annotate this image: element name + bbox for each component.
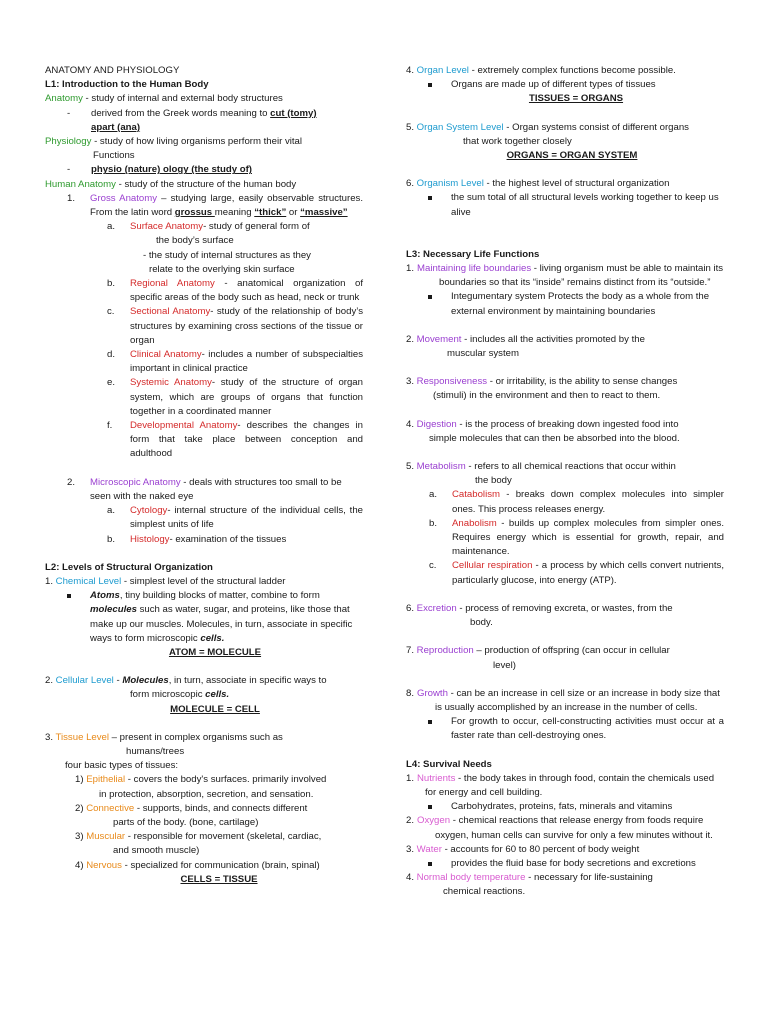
organism-level: 6. Organism Level - the highest level of structural organization bbox=[406, 178, 670, 190]
document-title: ANATOMY AND PHYSIOLOGY bbox=[45, 65, 180, 76]
organ-level-bullet: Organs are made up of different types of tissues bbox=[406, 78, 724, 92]
growth-item: 8. Growth - can be an increase in cell size or an increase in body size that is usually accomplished by an increase in the number of cells. bbox=[406, 687, 720, 713]
molecule-cell-equation: MOLECULE = CELL bbox=[170, 703, 260, 715]
bullet-icon bbox=[428, 805, 432, 809]
chemical-level-bullet: Atoms, tiny building blocks of matter, combine to form molecules such as water, sugar, and proteins, like those that make up our muscles. Molecules, in turn, associate in specific ways to form microscopic cells. bbox=[45, 589, 363, 646]
responsiveness-item: 3. Responsiveness - or irritability, is the ability to sense changes bbox=[406, 376, 678, 388]
catabolism-item: a. Catabolism - breaks down complex molecules into simpler ones. This process releases energy. bbox=[429, 489, 724, 515]
bullet-icon bbox=[428, 295, 432, 299]
movement-item: 2. Movement - includes all the activities promoted by the bbox=[406, 333, 645, 345]
histology-item: b. Histology- examination of the tissues bbox=[107, 533, 287, 545]
l4-heading: L4: Survival Needs bbox=[406, 758, 492, 770]
organ-system-level: 5. Organ System Level - Organ systems consist of different organs bbox=[406, 121, 689, 133]
bullet-icon bbox=[428, 83, 432, 87]
sectional-anatomy-item: c. Sectional Anatomy- study of the relationship of body’s structures by examining cross sections of the tissue or organ bbox=[107, 306, 363, 346]
bullet-icon bbox=[428, 720, 432, 724]
atom-molecule-equation: ATOM = MOLECULE bbox=[168, 646, 262, 658]
bullet-icon bbox=[428, 862, 432, 866]
human-anatomy-term: Human Anatomy bbox=[45, 178, 116, 190]
nutrients-bullet: Carbohydrates, proteins, fats, minerals and vitamins bbox=[406, 800, 724, 814]
l1-heading: L1: Introduction to the Human Body bbox=[45, 79, 209, 91]
epithelial-item: 1) Epithelial - covers the body's surfaces. primarily involved bbox=[75, 774, 327, 786]
connective-item: 2) Connective - supports, binds, and connects different bbox=[75, 802, 308, 814]
reproduction-item: 7. Reproduction – production of offspring (can occur in cellular bbox=[406, 645, 670, 657]
excretion-item: 6. Excretion - process of removing excreta, or wastes, from the bbox=[406, 602, 673, 614]
microscopic-anatomy-item: 2. Microscopic Anatomy - deals with structures too small to be seen with the naked eye bbox=[67, 476, 342, 502]
nervous-item: 4) Nervous - specialized for communication (brain, spinal) bbox=[75, 859, 320, 871]
cells-tissue-equation: CELLS = TISSUE bbox=[180, 873, 258, 885]
water-bullet: provides the fluid base for body secretions and excretions bbox=[406, 857, 724, 871]
organism-level-bullet: the sum total of all structural levels working together to keep us alive bbox=[406, 191, 724, 219]
tissues-organs-equation: TISSUES = ORGANS bbox=[528, 93, 624, 105]
cytology-item: a. Cytology- internal structure of the individual cells, the simplest units of life bbox=[107, 505, 363, 531]
growth-bullet: For growth to occur, cell-constructing activities must occur at a faster rate than cell-destroying ones. bbox=[406, 715, 724, 743]
anatomy-definition: Anatomy - study of internal and external body structures bbox=[45, 93, 283, 105]
nutrients-item: 1. Nutrients - the body takes in through food, contain the chemicals used for energy and cell building. bbox=[406, 772, 715, 798]
bullet-icon bbox=[428, 196, 432, 200]
clinical-anatomy-item: d. Clinical Anatomy- includes a number of subspecialties important in clinical practice bbox=[107, 349, 363, 375]
water-item: 3. Water - accounts for 60 to 80 percent of body weight bbox=[406, 843, 640, 855]
chemical-level: 1. Chemical Level - simplest level of the structural ladder bbox=[45, 575, 286, 587]
left-column: ANATOMY AND PHYSIOLOGY L1: Introduction to the Human Body Anatomy - study of internal and external body structures - derived from the Greek words meaning to cut (tomy) apart (ana) Physiology - study of how living organisms perform their vital Functions - physio (nature) ology (the study of) Human Anatomy - study of the structure of the human body 1. Gross Anatomy – studying large, easily observable structures. From the latin word grossus meaning “thick” or “massive” a. Surface Anatomy- study of general form of the body’s surface - the study of internal structures as they relate to the overlying skin surface b. Regional Anatomy - anatomical organization of specific areas of the body such as head, neck or trunk c. Sectional Anatomy- study of the relationship of body’s structures by examining cross sections of the tissue or organ d. Clinical Anatomy- includes a number of subspecialties important in clinical practice e. Systemic Anatomy- study of the structure of organ system, which are groups of organs that function together in a coordinated manner f. Developmental Anatomy- describes the changes in form that take place between conception and adulthood 2. Microscopic Anatomy - deals with structures too small to be seen with the naked eye a. Cytology- internal structure of the individual cells, the simplest units of life b. Histology- examination of the tissues L2: Levels of Structural Organization 1. Chemical Level - simplest level of the structural ladder Atoms, tiny building blocks of matter, combine to form molecules such as water, sugar, and proteins, like those that make up our muscles. Molecules, in turn, associate in specific ways to form microscopic cells. ATOM = MOLECULE 2. Cellular Level - Molecules, in turn, associate in specific ways to form microscopic cells. MOLECULE = CELL 3. Tissue Level – present in complex organisms such as humans/trees four basic types of tissues: 1) Epithelial - covers the body's surfaces. primarily involved in protection, absorption, secretion, and sensation. 2) Connective - supports, binds, and connects different parts of the body. (bone, cartilage) 3) Muscular - responsible for movement (skeletal, cardiac, and smooth muscle) 4) Nervous - specialized for communication (brain, spinal) CELLS = TISSUE bbox=[45, 64, 363, 887]
maintaining-boundaries-item: 1. Maintaining life boundaries - living organism must be able to maintain its boundaries so that its “inside” remains distinct from its “outside.” bbox=[406, 263, 724, 289]
physiology-definition: Physiology - study of how living organisms perform their vital bbox=[45, 136, 303, 148]
cellular-respiration-item: c. Cellular respiration - a process by which cells convert nutrients, particularly glucose, into energy (ATP). bbox=[429, 560, 724, 586]
tissue-level: 3. Tissue Level – present in complex organisms such as bbox=[45, 731, 283, 743]
physiology-origin: - physio (nature) ology (the study of) bbox=[67, 164, 252, 176]
muscular-item: 3) Muscular - responsible for movement (skeletal, cardiac, bbox=[75, 831, 322, 843]
physiology-term: Physiology bbox=[45, 136, 92, 148]
l2-heading: L2: Levels of Structural Organization bbox=[45, 561, 213, 573]
anatomy-term: Anatomy bbox=[45, 93, 83, 105]
boundaries-bullet: Integumentary system Protects the body as a whole from the external environment by maintaining boundaries bbox=[406, 290, 724, 318]
developmental-anatomy-item: f. Developmental Anatomy- describes the changes in form that take place between conception and adulthood bbox=[107, 420, 363, 460]
regional-anatomy-item: b. Regional Anatomy - anatomical organization of specific areas of the body such as head, neck or trunk bbox=[107, 278, 363, 304]
l3-heading: L3: Necessary Life Functions bbox=[406, 248, 540, 260]
organ-level: 4. Organ Level - extremely complex functions become possible. bbox=[406, 65, 676, 76]
anabolism-item: b. Anabolism - builds up complex molecules from simpler ones. Requires energy which is essential for growth, repair, and maintenance. bbox=[429, 517, 724, 558]
surface-anatomy-item: a. Surface Anatomy- study of general form of bbox=[107, 221, 310, 233]
oxygen-item: 2. Oxygen - chemical reactions that release energy from foods require oxygen, human cells can survive for only a few minutes without it. bbox=[406, 815, 713, 841]
right-column: 4. Organ Level - extremely complex functions become possible. Organs are made up of different types of tissues TISSUES = ORGANS 5. Organ System Level - Organ systems consist of different organs that work together closely ORGANS = ORGAN SYSTEM 6. Organism Level - the highest level of structural organization the sum total of all structural levels working together to keep us alive L3: Necessary Life Functions 1. Maintaining life boundaries - living organism must be able to maintain its boundaries so that its “inside” remains distinct from its “outside.” Integumentary system Protects the body as a whole from the external environment by maintaining boundaries 2. Movement - includes all the activities promoted by the muscular system 3. Responsiveness - or irritability, is the ability to sense changes (stimuli) in the environment and then to react to them. 4. Digestion - is the process of breaking down ingested food into simple molecules that can then be absorbed into the blood. 5. Metabolism - refers to all chemical reactions that occur within the body a. Catabolism - breaks down complex molecules into simpler ones. This process releases energy. b. Anabolism - builds up complex molecules from simpler ones. Requires energy which is essential for growth, repair, and maintenance. c. Cellular respiration - a process by which cells convert nutrients, particularly glucose, into energy (ATP). 6. Excretion - process of removing excreta, or wastes, from the body. 7. Reproduction – production of offspring (can occur in cellular level) 8. Growth - can be an increase in cell size or an increase in body size that is usually accomplished by an increase in the number of cells. For growth to occur, cell-constructing activities must occur at a faster rate than cell-destroying ones. L4: Survival Needs 1. Nutrients - the body takes in through food, contain the chemicals used for energy and cell building. Carbohydrates, proteins, fats, minerals and vitamins 2. Oxygen - chemical reactions that release energy from foods require oxygen, human cells can survive for only a few minutes without it. 3. Water - accounts for 60 to 80 percent of body weight provides the fluid base for body secretions and excretions 4. Normal body temperature - necessary for life-sustaining chemical reactions. bbox=[406, 65, 724, 898]
cellular-level: 2. Cellular Level - Molecules, in turn, associate in specific ways to bbox=[45, 675, 327, 687]
microscopic-anatomy-term: Microscopic Anatomy bbox=[90, 476, 181, 488]
tissue-types: 1) Epithelial - covers the body's surfaces. primarily involved in protection, absorption, secretion, and sensation. 2) Connective - supports, binds, and connects different parts of the body. (bone, cartilage) 3) Muscular - responsible for movement (skeletal, cardiac, and smooth muscle) 4) Nervous - specialized for communication (brain, spinal) bbox=[45, 773, 363, 872]
digestion-item: 4. Digestion - is the process of breaking down ingested food into bbox=[406, 418, 679, 430]
metabolism-subtypes bbox=[406, 488, 724, 587]
gross-anatomy-item: 1. Gross Anatomy – studying large, easily observable structures. From the latin word grossus meaning “thick” or “massive” bbox=[67, 192, 363, 219]
gross-anatomy-subtypes: a. Surface Anatomy- study of general form of the body’s surface - the study of internal structures as they relate to the overlying skin surface b. Regional Anatomy - anatomical organization of specific areas of the body such as head, neck or trunk c. Sectional Anatomy- study of the relationship of body’s structures by examining cross sections of the tissue or organ d. Clinical Anatomy- includes a number of subspecialties important in clinical practice e. Systemic Anatomy- study of the structure of organ system, which are groups of organs that function together in a coordinated manner f. Developmental Anatomy- describes the changes in form that take place between conception and adulthood bbox=[45, 220, 363, 461]
human-anatomy-definition: Human Anatomy - study of the structure of the human body bbox=[45, 178, 297, 190]
anatomy-origin: - derived from the Greek words meaning to cut (tomy) apart (ana) bbox=[67, 107, 317, 133]
systemic-anatomy-item: e. Systemic Anatomy- study of the structure of organ system, which are groups of organs that function together in a coordinated manner bbox=[107, 377, 363, 417]
organs-organ-system-equation: ORGANS = ORGAN SYSTEM bbox=[506, 150, 638, 162]
bullet-icon bbox=[67, 594, 71, 598]
temperature-item: 4. Normal body temperature - necessary for life-sustaining bbox=[406, 872, 653, 884]
gross-anatomy-term: Gross Anatomy bbox=[90, 192, 158, 204]
microscopic-subtypes bbox=[45, 504, 363, 547]
metabolism-item: 5. Metabolism - refers to all chemical reactions that occur within bbox=[406, 461, 676, 473]
